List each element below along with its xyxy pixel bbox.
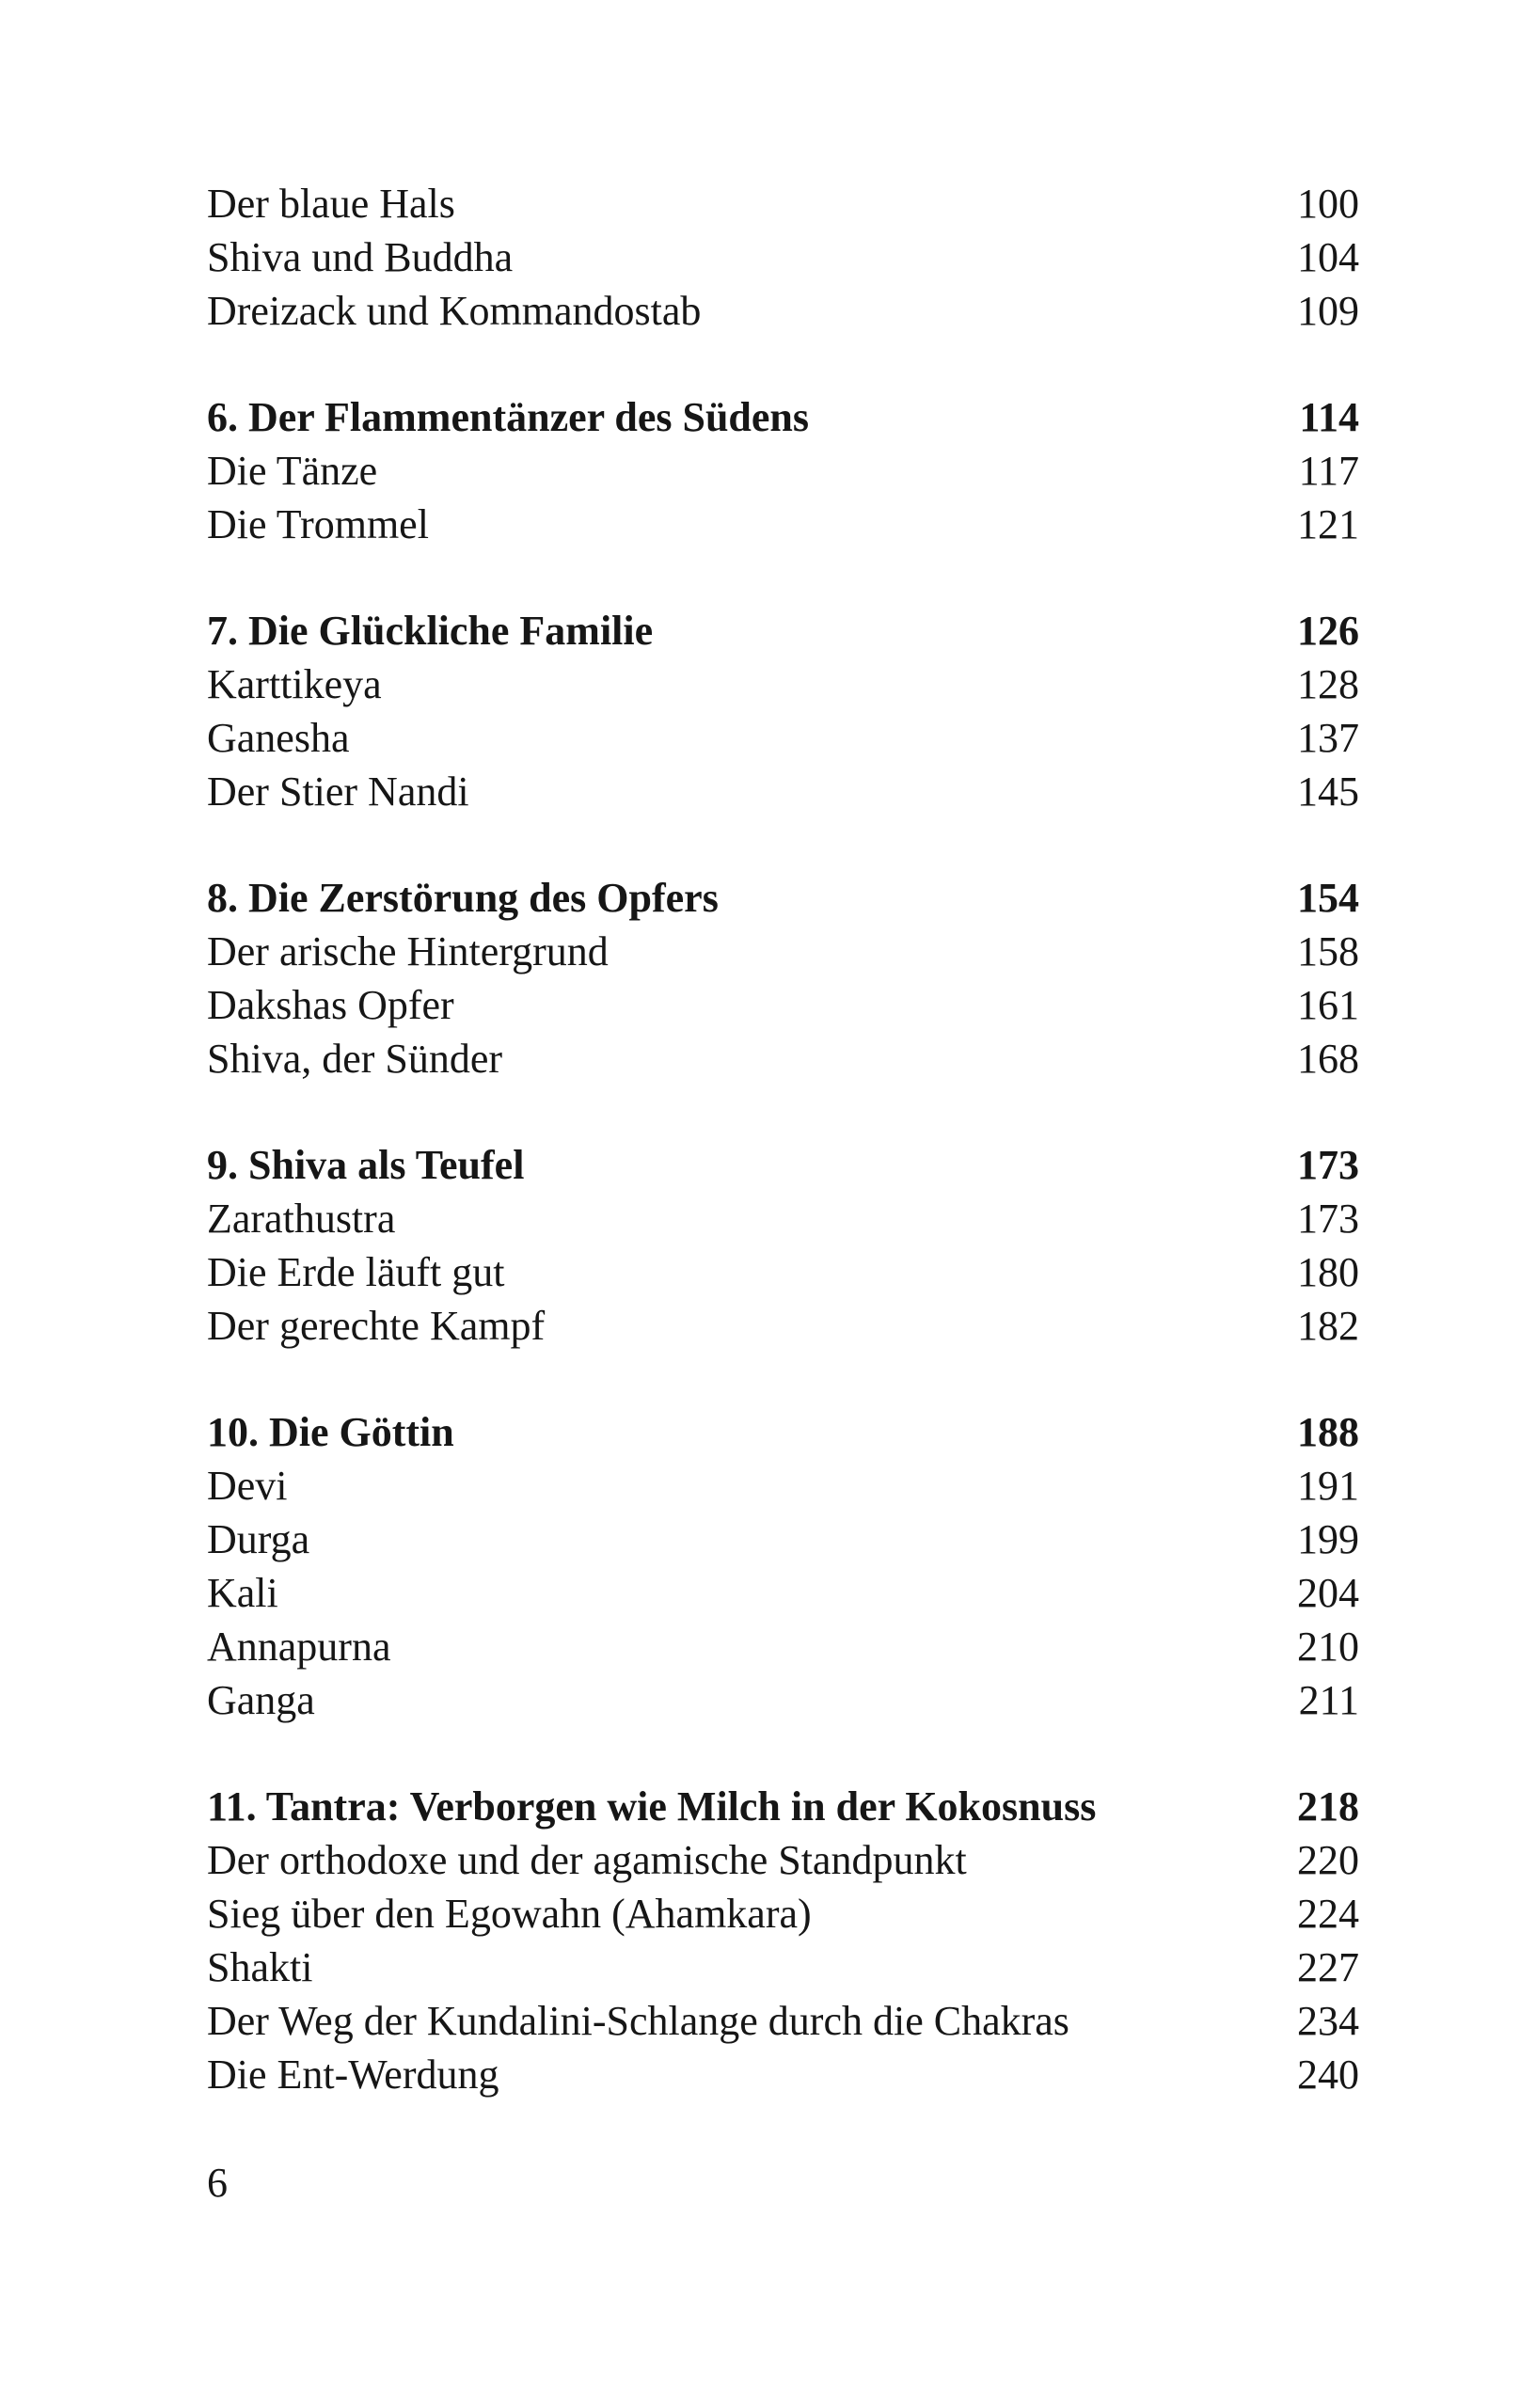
toc-entry: [207, 1299, 1359, 1353]
toc-group: [207, 1405, 1359, 1727]
toc-entry-page: 158: [1297, 928, 1359, 974]
toc-entry-page: 100: [1297, 181, 1359, 227]
toc-chapter-title: 6. Der Flammentänzer des Südens: [207, 394, 810, 440]
toc-chapter-heading: [207, 1780, 1359, 1833]
toc-entry-title: Der blaue Hals: [207, 181, 455, 227]
toc-chapter-page: 188: [1297, 1409, 1359, 1455]
toc-chapter-page: 173: [1297, 1142, 1359, 1188]
toc-chapter-heading: [207, 604, 1359, 657]
toc-entry: [207, 765, 1359, 818]
toc-entry-page: 211: [1298, 1677, 1359, 1723]
group-spacer: [207, 551, 1359, 604]
toc-entry-title: Kali: [207, 1570, 278, 1616]
toc-entry-page: 121: [1297, 501, 1359, 547]
toc-entry-page: 204: [1297, 1570, 1359, 1616]
toc-entry-title: Annapurna: [207, 1624, 391, 1670]
toc-chapter-title: 7. Die Glückliche Familie: [207, 608, 654, 654]
toc-entry-page: 180: [1297, 1249, 1359, 1295]
toc-chapter-heading: [207, 1405, 1359, 1459]
toc-entry-title: Karttikeya: [207, 661, 382, 707]
toc-entry: [207, 1566, 1359, 1620]
toc-entry: [207, 657, 1359, 711]
toc-entry-title: Der orthodoxe und der agamische Standpunkt: [207, 1837, 967, 1883]
toc-entry-title: Der Weg der Kundalini-Schlange durch die Chakras: [207, 1998, 1069, 2044]
toc-chapter-page: 154: [1297, 875, 1359, 921]
toc-entry-title: Zarathustra: [207, 1196, 396, 1242]
toc-entry-title: Shiva, der Sünder: [207, 1036, 503, 1082]
group-spacer: [207, 338, 1359, 390]
toc-entry-page: 161: [1297, 982, 1359, 1028]
toc-entry: [207, 1032, 1359, 1085]
page-number: 6: [207, 2160, 228, 2206]
toc-entry: [207, 444, 1359, 498]
toc-entry-title: Die Trommel: [207, 501, 429, 547]
toc-entry: [207, 925, 1359, 978]
toc-entry-page: 117: [1298, 448, 1359, 494]
toc-entry-title: Die Erde läuft gut: [207, 1249, 505, 1295]
group-spacer: [207, 1727, 1359, 1780]
toc-entry-title: Der gerechte Kampf: [207, 1303, 546, 1349]
group-spacer: [207, 1085, 1359, 1138]
toc-entry-title: Die Tänze: [207, 448, 378, 494]
toc-entry-title: Sieg über den Egowahn (Ahamkara): [207, 1891, 812, 1937]
toc-entry: [207, 1245, 1359, 1299]
toc-chapter-page: 114: [1299, 394, 1359, 440]
toc-entry-page: 234: [1297, 1998, 1359, 2044]
toc-entry: [207, 2048, 1359, 2101]
toc-chapter-title: 8. Die Zerstörung des Opfers: [207, 875, 719, 921]
toc-entry-page: 199: [1297, 1516, 1359, 1562]
toc-entry: [207, 1833, 1359, 1887]
group-spacer: [207, 1353, 1359, 1405]
toc-group: [207, 1138, 1359, 1353]
toc-entry-page: 224: [1297, 1891, 1359, 1937]
toc-chapter-title: 11. Tantra: Verborgen wie Milch in der Kokosnuss: [207, 1783, 1097, 1830]
toc-entry: [207, 230, 1359, 284]
toc-entry-page: 109: [1297, 288, 1359, 334]
toc-chapter-title: 9. Shiva als Teufel: [207, 1142, 525, 1188]
toc-entry: [207, 711, 1359, 765]
toc-group: [207, 604, 1359, 818]
toc-chapter-page: 126: [1297, 608, 1359, 654]
toc-entry-title: Dreizack und Kommandostab: [207, 288, 702, 334]
toc-entry-page: 210: [1297, 1624, 1359, 1670]
toc-group: [207, 390, 1359, 551]
toc-group: [207, 177, 1359, 338]
toc-entry: [207, 1459, 1359, 1513]
toc-entry-title: Durga: [207, 1516, 310, 1562]
toc-entry-title: Der Stier Nandi: [207, 768, 469, 815]
toc-entry: [207, 1620, 1359, 1673]
toc-entry: [207, 498, 1359, 551]
toc-entry-page: 145: [1297, 768, 1359, 815]
toc-group: [207, 1780, 1359, 2101]
group-spacer: [207, 818, 1359, 871]
toc-entry: [207, 177, 1359, 230]
toc-entry-page: 227: [1297, 1944, 1359, 1990]
toc-entry: [207, 284, 1359, 338]
toc-entry-page: 104: [1297, 234, 1359, 280]
toc-entry-title: Shiva und Buddha: [207, 234, 514, 280]
toc-entry-title: Shakti: [207, 1944, 313, 1990]
toc-chapter-heading: [207, 1138, 1359, 1192]
table-of-contents: [207, 177, 1359, 2101]
toc-entry-page: 168: [1297, 1036, 1359, 1082]
toc-entry-title: Ganga: [207, 1677, 315, 1723]
toc-entry-title: Die Ent-Werdung: [207, 2052, 499, 2098]
toc-entry-title: Dakshas Opfer: [207, 982, 454, 1028]
toc-entry-page: 182: [1297, 1303, 1359, 1349]
toc-entry: [207, 1192, 1359, 1245]
toc-entry: [207, 1941, 1359, 1994]
toc-chapter-heading: [207, 871, 1359, 925]
toc-entry: [207, 1673, 1359, 1727]
toc-entry-title: Devi: [207, 1463, 288, 1509]
toc-entry: [207, 1994, 1359, 2048]
toc-entry: [207, 1887, 1359, 1941]
toc-chapter-title: 10. Die Göttin: [207, 1409, 454, 1455]
toc-entry-page: 137: [1297, 715, 1359, 761]
toc-chapter-heading: [207, 390, 1359, 444]
toc-chapter-page: 218: [1297, 1783, 1359, 1830]
toc-entry-page: 128: [1297, 661, 1359, 707]
toc-entry-title: Ganesha: [207, 715, 350, 761]
toc-entry-page: 173: [1297, 1196, 1359, 1242]
toc-entry-page: 240: [1297, 2052, 1359, 2098]
toc-entry-title: Der arische Hintergrund: [207, 928, 609, 974]
toc-entry: [207, 978, 1359, 1032]
toc-entry: [207, 1513, 1359, 1566]
toc-group: [207, 871, 1359, 1085]
toc-entry-page: 220: [1297, 1837, 1359, 1883]
toc-entry-page: 191: [1297, 1463, 1359, 1509]
